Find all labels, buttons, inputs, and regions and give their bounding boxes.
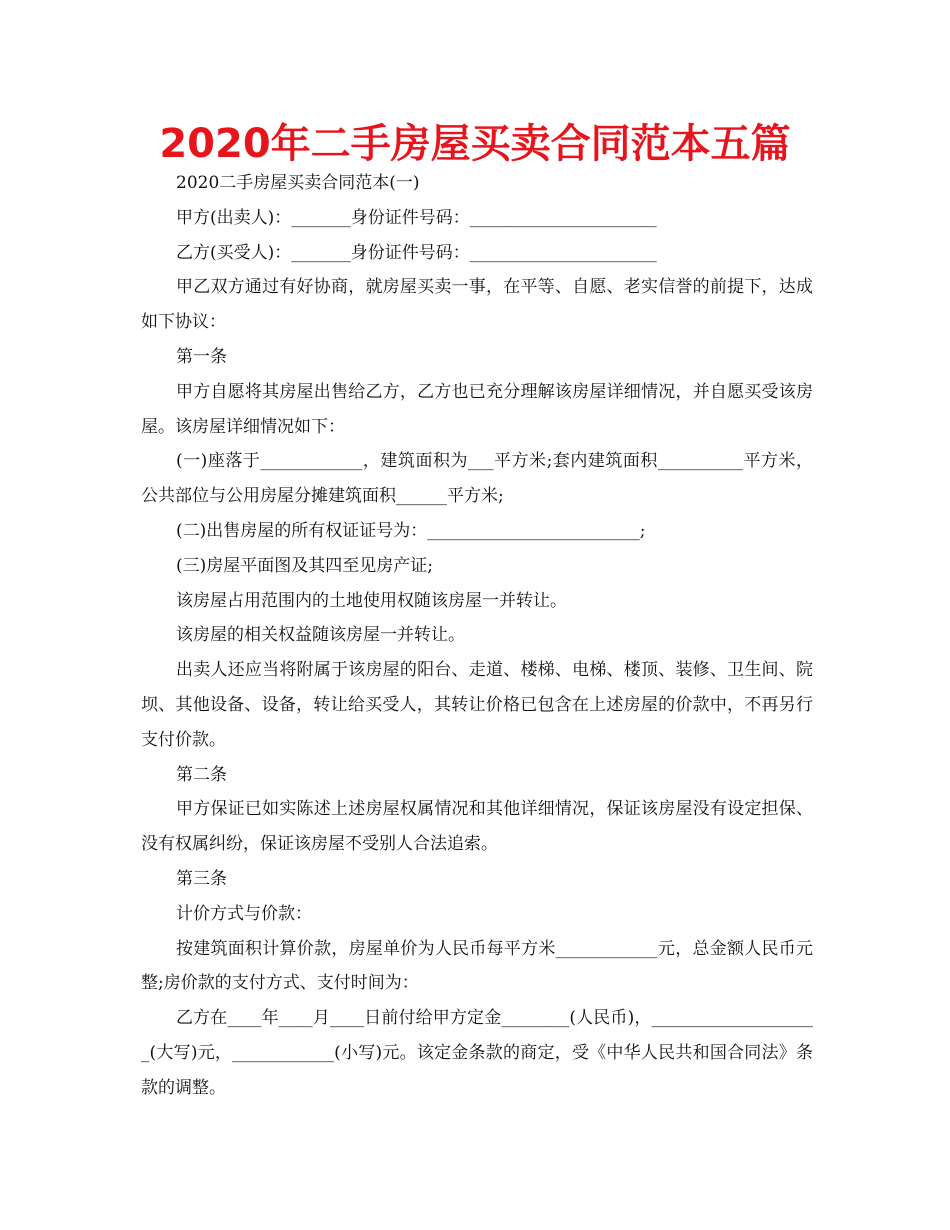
document-body [141,166,813,1106]
article-2-heading: 第二条 [176,764,227,785]
document-title: 2020年二手房屋买卖合同范本五篇 [159,121,791,167]
article-1-heading: 第一条 [176,346,227,367]
party-a-line: 甲方(出卖人)：_______身份证件号码：______________________ [176,207,657,228]
article-3-heading: 第三条 [176,868,227,889]
rights-paragraph: 该房屋的相关权益随该房屋一并转让。 [176,625,465,646]
pricing-paragraph: 按建筑面积计算价款，房屋单价为人民币每平方米____________元，总金额人民币元整;房价款的支付方式、支付时间为： [141,938,813,994]
item-1-location: (一)座落于____________，建筑面积为___平方米;套内建筑面积__________平方米，公共部位与公用房屋分摊建筑面积______平方米; [141,451,813,507]
party-b-line: 乙方(买受人)：_______身份证件号码：______________________ [176,242,657,263]
article-2-paragraph: 甲方保证已如实陈述上述房屋权属情况和其他详细情况，保证该房屋没有设定担保、没有权属纠纷，保证该房屋不受别人合法追索。 [141,799,813,855]
land-use-paragraph: 该房屋占用范围内的土地使用权随该房屋一并转让。 [176,590,567,611]
facilities-paragraph: 出卖人还应当将附属于该房屋的阳台、走道、楼梯、电梯、楼顶、装修、卫生间、院坝、其他设备、设备，转让给买受人，其转让价格已包含在上述房屋的价款中，不再另行支付价款。 [141,660,813,750]
item-2-certificate: (二)出售房屋的所有权证证号为：_________________________; [176,520,646,541]
item-3-floorplan: (三)房屋平面图及其四至见房产证; [176,555,433,576]
deposit-paragraph: 乙方在____年____月____日前付给甲方定金________(人民币)，____________________(大写)元，____________(小写)元。该定金条款的商定，受《中华人民共和国合同法》条款的调整。 [141,1008,813,1098]
preamble-paragraph: 甲乙双方通过有好协商，就房屋买卖一事，在平等、自愿、老实信誉的前提下，达成如下协议： [141,277,813,333]
pricing-heading: 计价方式与价款： [176,903,312,924]
contract-heading: 2020二手房屋买卖合同范本(一) [176,173,420,193]
article-1-paragraph: 甲方自愿将其房屋出售给乙方，乙方也已充分理解该房屋详细情况，并自愿买受该房屋。该房屋详细情况如下： [141,381,813,437]
